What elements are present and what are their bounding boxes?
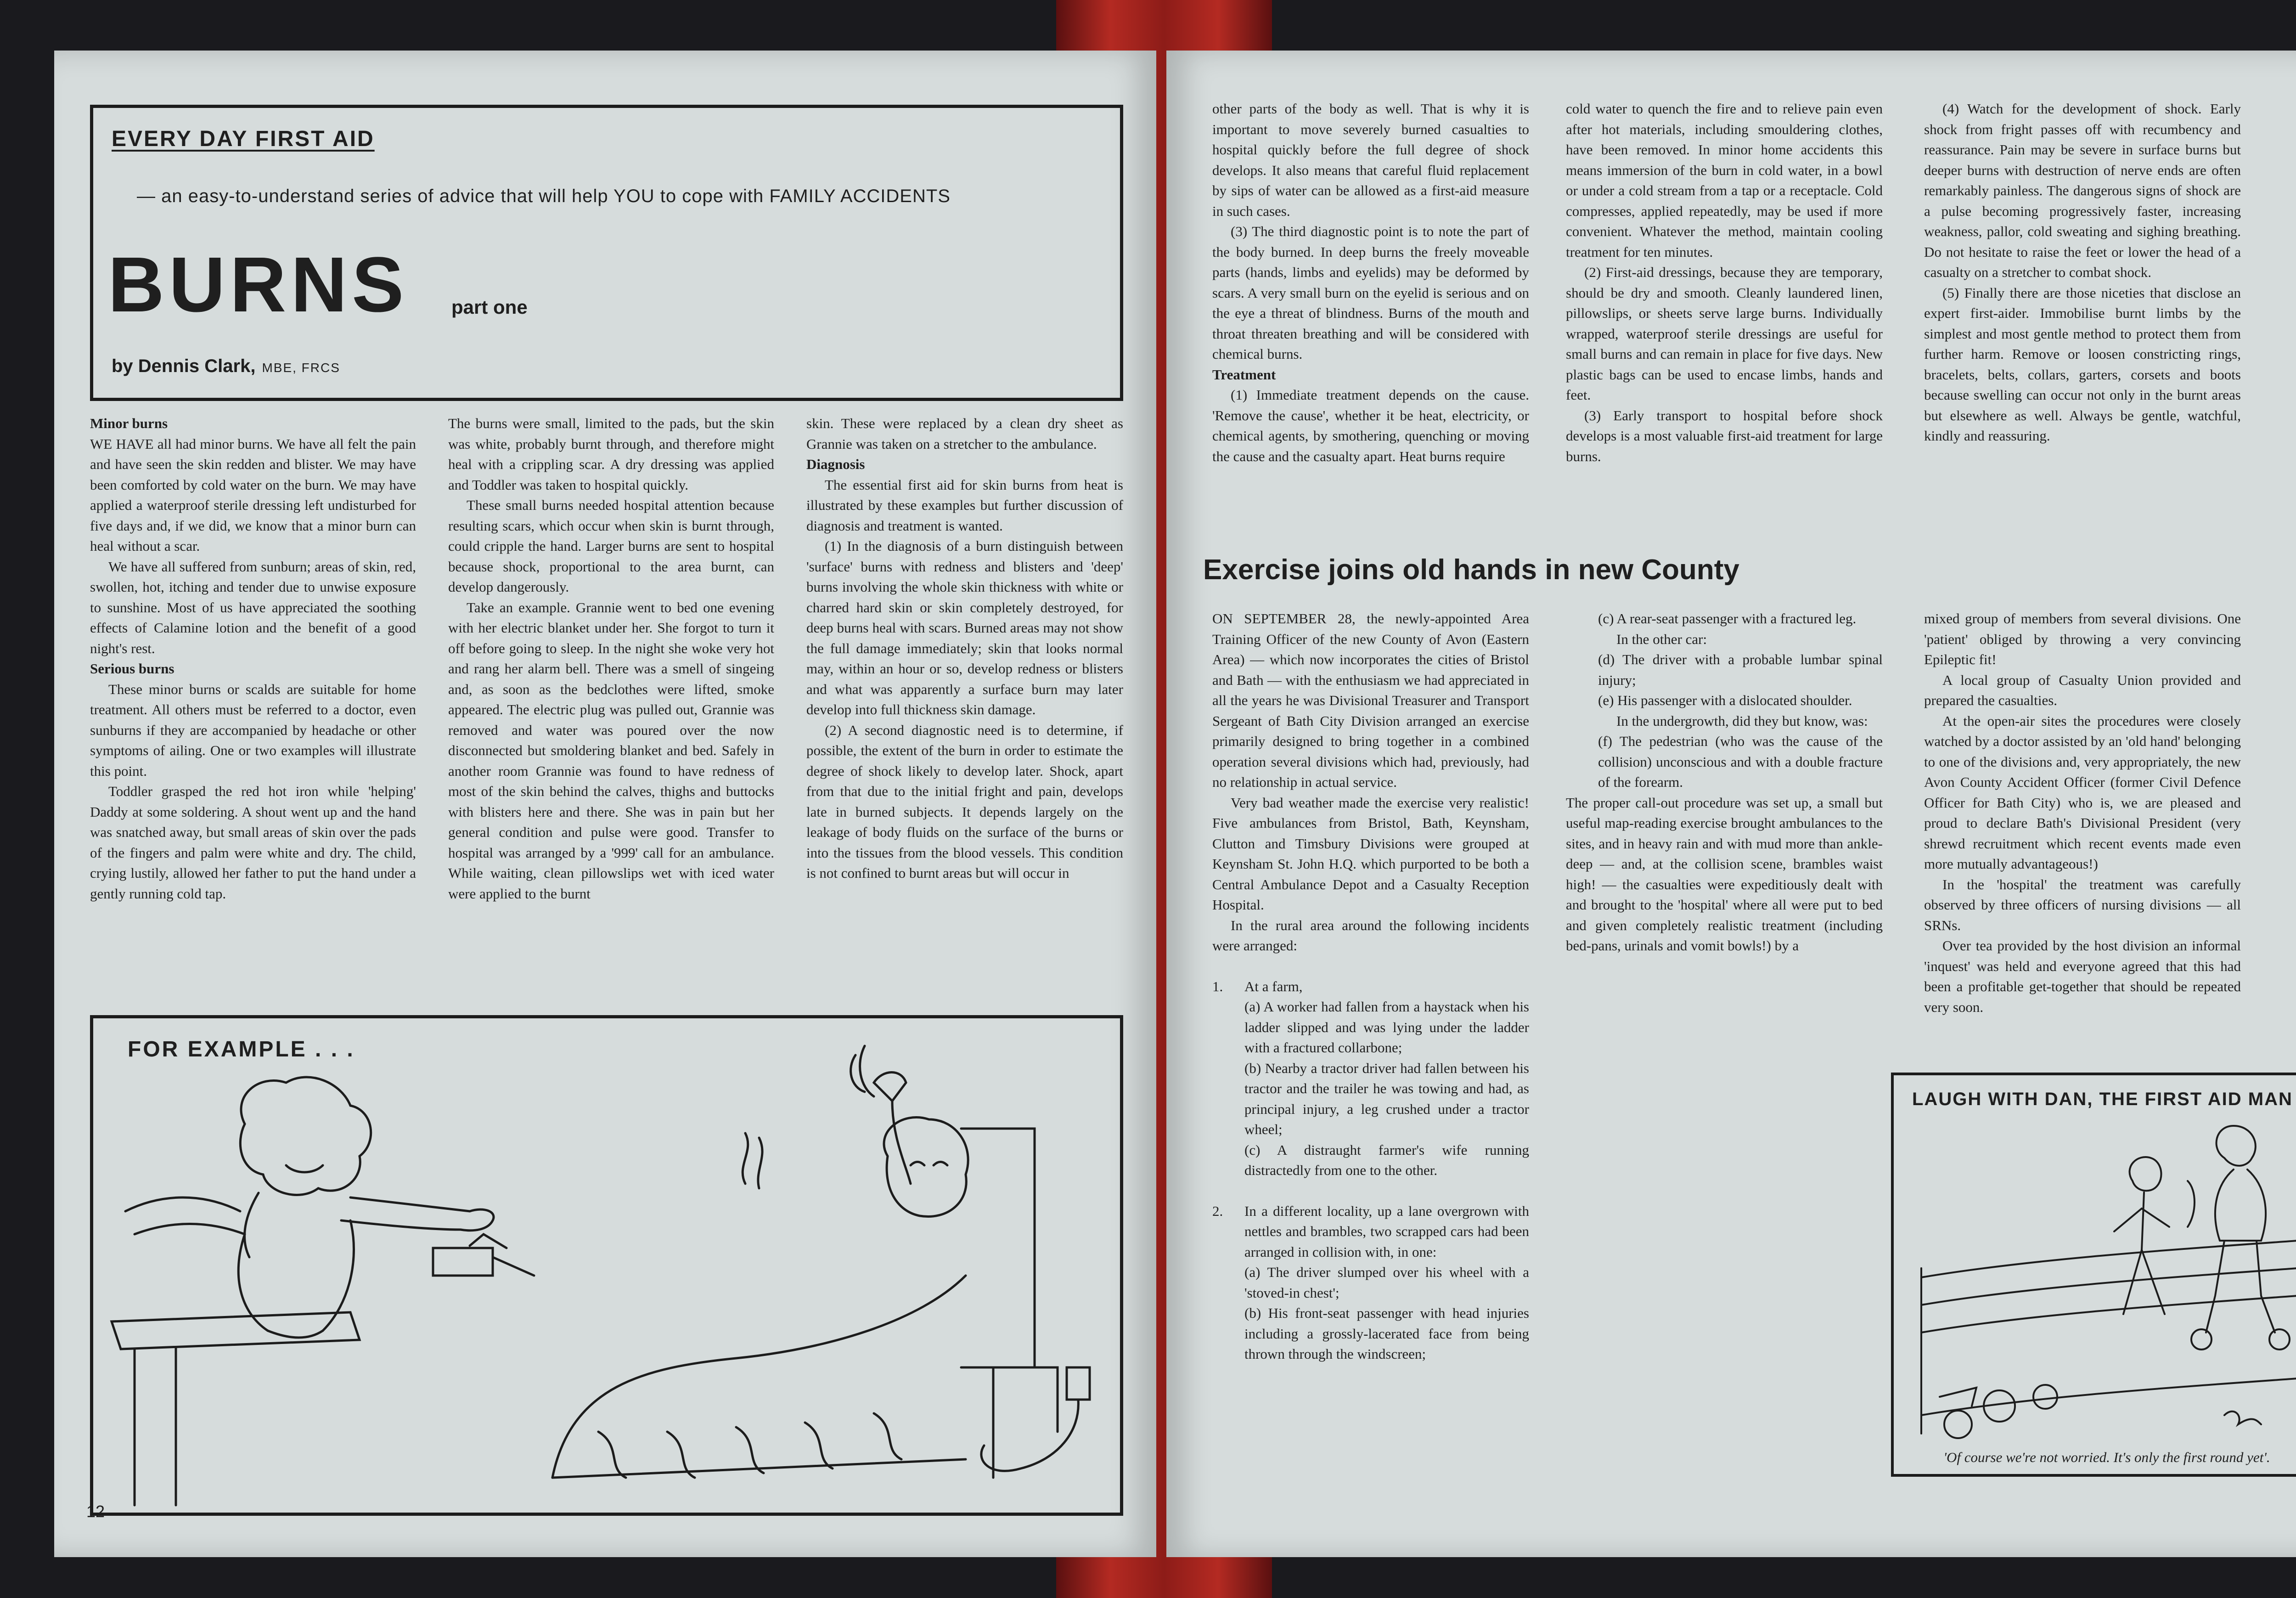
paragraph: (2) First-aid dressings, because they are temporary, should be dry and smooth. Cleanly laundered linen, pillowslips, or sheets serve large burns. Individually wrapped, waterproof sterile dressings are useful for small burns and can remain in place for five days. New plastic bags can be used to encase limbs, hands and feet. [1566, 264, 1883, 403]
list-subitem: (a) The driver slumped over his wheel with a 'stoved-in chest'; [1244, 1264, 1529, 1301]
series-title: EVERY DAY FIRST AID [112, 127, 375, 151]
list-subitem: (f) The pedestrian (who was the cause of the collision) unconscious and with a double fracture of the forearm. [1598, 733, 1883, 790]
paragraph: Toddler grasped the red hot iron while 'helping' Daddy at some soldering. A shout went up and the hand was snatched away, but small areas of skin over the pads of the fingers and palm were white and dry. The child, crying lustily, allowed her father to put the hand under a gently running cold tap. [90, 783, 416, 902]
paragraph: (4) Watch for the development of shock. Early shock from fright passes off with recumbency and reassurance. Pain may be severe in surface burns but deeper burns with destruction of nerve ends are often remarkably painless. The dangerous signs of shock are a pulse becoming progressively faster, increasing weakness, pallor, cold sweating and sighing breathing. Do not hesitate to raise the feet or lower the head of a casualty on a stretcher to combat shock. [1924, 101, 2241, 280]
subhead-serious-burns: Serious burns [90, 661, 174, 677]
list-item-title: In a different locality, up a lane overgrown with nettles and brambles, two scrapped cars had been arranged in collision with, in one: [1244, 1203, 1529, 1260]
news-column-3 [1924, 609, 2241, 1017]
right-column-3 [1924, 99, 2241, 446]
paragraph: We have all suffered from sunburn; areas of skin, red, swollen, hot, itching and tender due to unwise exposure to sunshine. Most of us have appreciated the soothing effects of Calamine lotion and the benefit of a good night's rest. [90, 558, 416, 656]
paragraph: (2) A second diagnostic need is to determine, if possible, the extent of the burn in order to estimate the degree of shock likely to develop later. Shock, apart from that due to the initial fright and pain, develops late in burned subjects. It depends largely on the leakage of body fluids on the surface of the burns or into the tissues from the blood vessels. This condition is not confined to burnt areas but will occur in [806, 722, 1123, 881]
subhead-diagnosis: Diagnosis [806, 456, 865, 472]
paragraph: (3) Early transport to hospital before shock develops is a most valuable first-aid treatment for large burns. [1566, 407, 1883, 464]
paragraph: The essential first aid for skin burns from heat is illustrated by these examples but further discussion of diagnosis and treatment is wanted. [806, 476, 1123, 534]
list-subitem: (a) A worker had fallen from a haystack when his ladder slipped and was lying under the ladder with a fractured collarbone; [1244, 999, 1529, 1056]
paragraph: ON SEPTEMBER 28, the newly-appointed Area Training Officer of the new County of Avon (Eastern Area) — which now incorporates the cities of Bristol and Bath — with the enthusiasm we had appreciated in all the years he was Divisional Treasurer and Transport Sergeant of Bath City Division arranged an exercise primarily designed to bring together in a combined operation several divisions which had, previously, had no relationship in actual service. [1212, 610, 1529, 790]
paragraph: (3) The third diagnostic point is to note the part of the body burned. In deep burns the freely moveable parts (hands, limbs and eyelids) may be deformed by scars. A very small burn on the eyelid is serious and on the eye a threat of blindness. Burns of the mouth and throat threaten breathing and will be considered with chemical burns. [1212, 223, 1529, 362]
left-column-2 [448, 413, 774, 904]
right-column-1 [1212, 99, 1529, 467]
paragraph: Very bad weather made the exercise very realistic! Five ambulances from Bristol, Bath, Keynsham, Clutton and Timsbury Divisions were grouped at Keynsham St. John H.Q. which purported to be both a Central Ambulance Depot and a Casualty Reception Hospital. [1212, 794, 1529, 913]
paragraph: In the 'hospital' the treatment was carefully observed by three officers of nursing divisions — all SRNs. [1924, 876, 2241, 933]
paragraph: mixed group of members from several divisions. One 'patient' obliged by throwing a very convincing Epileptic fit! [1924, 610, 2241, 667]
paragraph: A local group of Casualty Union provided and prepared the casualties. [1924, 672, 2241, 708]
part-label: part one [451, 296, 528, 318]
list-item [1212, 1201, 1529, 1365]
left-column-1 [90, 413, 416, 904]
list-subitem: (e) His passenger with a dislocated shoulder. [1598, 692, 1852, 708]
news-column-1 [1212, 609, 1529, 1365]
author-byline [112, 356, 340, 377]
list-item [1212, 977, 1529, 1181]
example-illustration-box [90, 1015, 1123, 1516]
subhead-minor-burns: Minor burns [90, 415, 168, 431]
cartoon-title: LAUGH WITH DAN, THE FIRST AID MAN [1912, 1089, 2293, 1109]
series-tagline: — an easy-to-understand series of advice that will help YOU to cope with FAMILY ACCIDENTS [137, 186, 951, 206]
article-header [90, 105, 1123, 401]
subhead-treatment: Treatment [1212, 366, 1276, 383]
list-subitem: (c) A distraught farmer's wife running distractedly from one to the other. [1244, 1141, 1529, 1178]
paragraph: In the other car: [1616, 631, 1707, 647]
list-subitem: (c) A rear-seat passenger with a fractured leg. [1598, 610, 1857, 627]
paragraph: other parts of the body as well. That is why it is important to move severely burned casualties to hospital quickly before the full degree of shock develops. It also means that careful fluid replacement by sips of water can be allowed as a first-aid measure in such cases. [1212, 101, 1529, 219]
paragraph: Take an example. Grannie went to bed one evening with her electric blanket under her. She forgot to turn it off before going to sleep. In the night she woke very hot and rang her alarm bell. There was a smell of singeing and, as soon as the bedclothes were lifted, smoke appeared. The electric plug was pulled out, Grannie was removed and water was poured over the now disconnected but smoldering blanket and bed. Safely in another room Grannie was found to have redness of most of the skin behind the calves, thighs and buttocks with blisters here and there. She was in pain but her general condition and pulse were good. Transfer to hospital was arranged by a '999' call for an ambulance. While waiting, clean pillowslips wet with iced water were applied to the burnt [448, 599, 774, 902]
paragraph: skin. These were replaced by a clean dry sheet as Grannie was taken on a stretcher to the ambulance. [806, 415, 1123, 452]
page-right [1166, 51, 2296, 1557]
paragraph: These small burns needed hospital attention because resulting scars, which occur when skin is burnt through, could cripple the hand. Larger burns are sent to hospital because shock, proportional to the area burnt, can develop dangerously. [448, 497, 774, 595]
list-item-title: At a farm, [1244, 978, 1303, 994]
right-column-2 [1566, 99, 1883, 467]
example-title: FOR EXAMPLE . . . [128, 1037, 355, 1062]
paragraph: (1) In the diagnosis of a burn distinguish between 'surface' burns with redness and blisters and 'deep' burns involving the whole skin thickness with white or charred hard skin or skin completely destroyed, for deep burns heal with scars. Burned areas may not show the full damage immediately; skin that looks normal may, within an hour or so, develop redness or blisters and what was apparently a surface burn may later develop into full thickness skin damage. [806, 538, 1123, 717]
list-subitem: (b) Nearby a tractor driver had fallen between his tractor and the trailer he was towing and had, as principal injury, a leg crushed under a tractor wheel; [1244, 1060, 1529, 1137]
burns-illustration [93, 1018, 1120, 1513]
page-left [54, 51, 1156, 1557]
page-number: 12 [86, 1502, 105, 1521]
cartoon-box [1891, 1073, 2296, 1477]
paragraph: cold water to quench the fire and to relieve pain even after hot materials, including smouldering clothes, have been removed. In minor home accidents this means immersion of the burn in cold water, in a bowl or under a cold stream from a tap or a receptacle. Cold compresses, applied repeatedly, may be used if more convenient. Whatever the method, maintain cooling treatment for ten minutes. [1566, 101, 1883, 260]
paragraph: The proper call-out procedure was set up, a small but useful map-reading exercise brought ambulances to the sites, and in heavy rain and with mud more than ankle-deep — and, at the collision scene, brambles waist high! — the casualties were expeditiously dealt with and brought to the 'hospital' where all were put to bed and given completely realistic treatment (including bed-pans, urinals and vomit bowls!) by a [1566, 794, 1883, 954]
list-number: 1. [1212, 978, 1223, 994]
news-column-2 [1566, 609, 1883, 956]
paragraph: (5) Finally there are those niceties that disclose an expert first-aider. Immobilise burnt limbs by the simplest and most gentle method to protect them from further harm. Remove or loosen constricting rings, bracelets, belts, collars, garters, corsets and boots because swelling can occur not only in the burnt areas but elsewhere as well. Always be gentle, watchful, kindly and reassuring. [1924, 284, 2241, 444]
author-qualifications: MBE, FRCS [262, 361, 340, 375]
left-column-3 [806, 413, 1123, 884]
paragraph: The burns were small, limited to the pads, but the skin was white, probably burnt through, and therefore might heal with a crippling scar. A dry dressing was applied and Toddler was taken to hospital quickly. [448, 415, 774, 493]
article-title: BURNS [108, 241, 409, 328]
list-subitem: (d) The driver with a probable lumbar spinal injury; [1598, 651, 1883, 688]
paragraph: These minor burns or scalds are suitable for home treatment. All others must be referred to a doctor, even sunburns if they are accompanied by headache or other symptoms of ailing. One or two examples will illustrate this point. [90, 681, 416, 779]
boxing-ring-cartoon [1894, 1075, 2296, 1474]
paragraph: WE HAVE all had minor burns. We have all felt the pain and have seen the skin redden and blister. We may have been comforted by cold water on the burn. We may have applied a waterproof sterile dressing left undisturbed for five days and, if we did, we know that a minor burn can heal without a scar. [90, 435, 416, 554]
paragraph: In the rural area around the following incidents were arranged: [1212, 917, 1529, 954]
list-subitem: (b) His front-seat passenger with head injuries including a grossly-lacerated face from being thrown through the windscreen; [1244, 1305, 1529, 1362]
list-number: 2. [1212, 1203, 1223, 1219]
cartoon-caption: 'Of course we're not worried. It's only the first round yet'. [1943, 1449, 2270, 1465]
news-headline: Exercise joins old hands in new County [1203, 554, 1739, 586]
paragraph: (1) Immediate treatment depends on the cause. 'Remove the cause', whether it be heat, electricity, or chemical agents, by smothering, quenching or moving the cause and the casualty apart. Heat burns require [1212, 387, 1529, 464]
paragraph: At the open-air sites the procedures were closely watched by a doctor assisted by an 'old hand' belonging to one of the divisions and, very appropriately, the new Avon County Accident Officer (former Civil Defence Officer for Bath City) who is, we are pleased and proud to declare Bath's Divisional President (very shrewd recruitment which recent events made even more mutually advantageous!) [1924, 712, 2241, 872]
paragraph: Over tea provided by the host division an informal 'inquest' was held and everyone agreed that this had been a profitable get-together that should be repeated very soon. [1924, 937, 2241, 1015]
paragraph: In the undergrowth, did they but know, was: [1616, 712, 1868, 729]
author-name: by Dennis Clark, [112, 356, 256, 376]
